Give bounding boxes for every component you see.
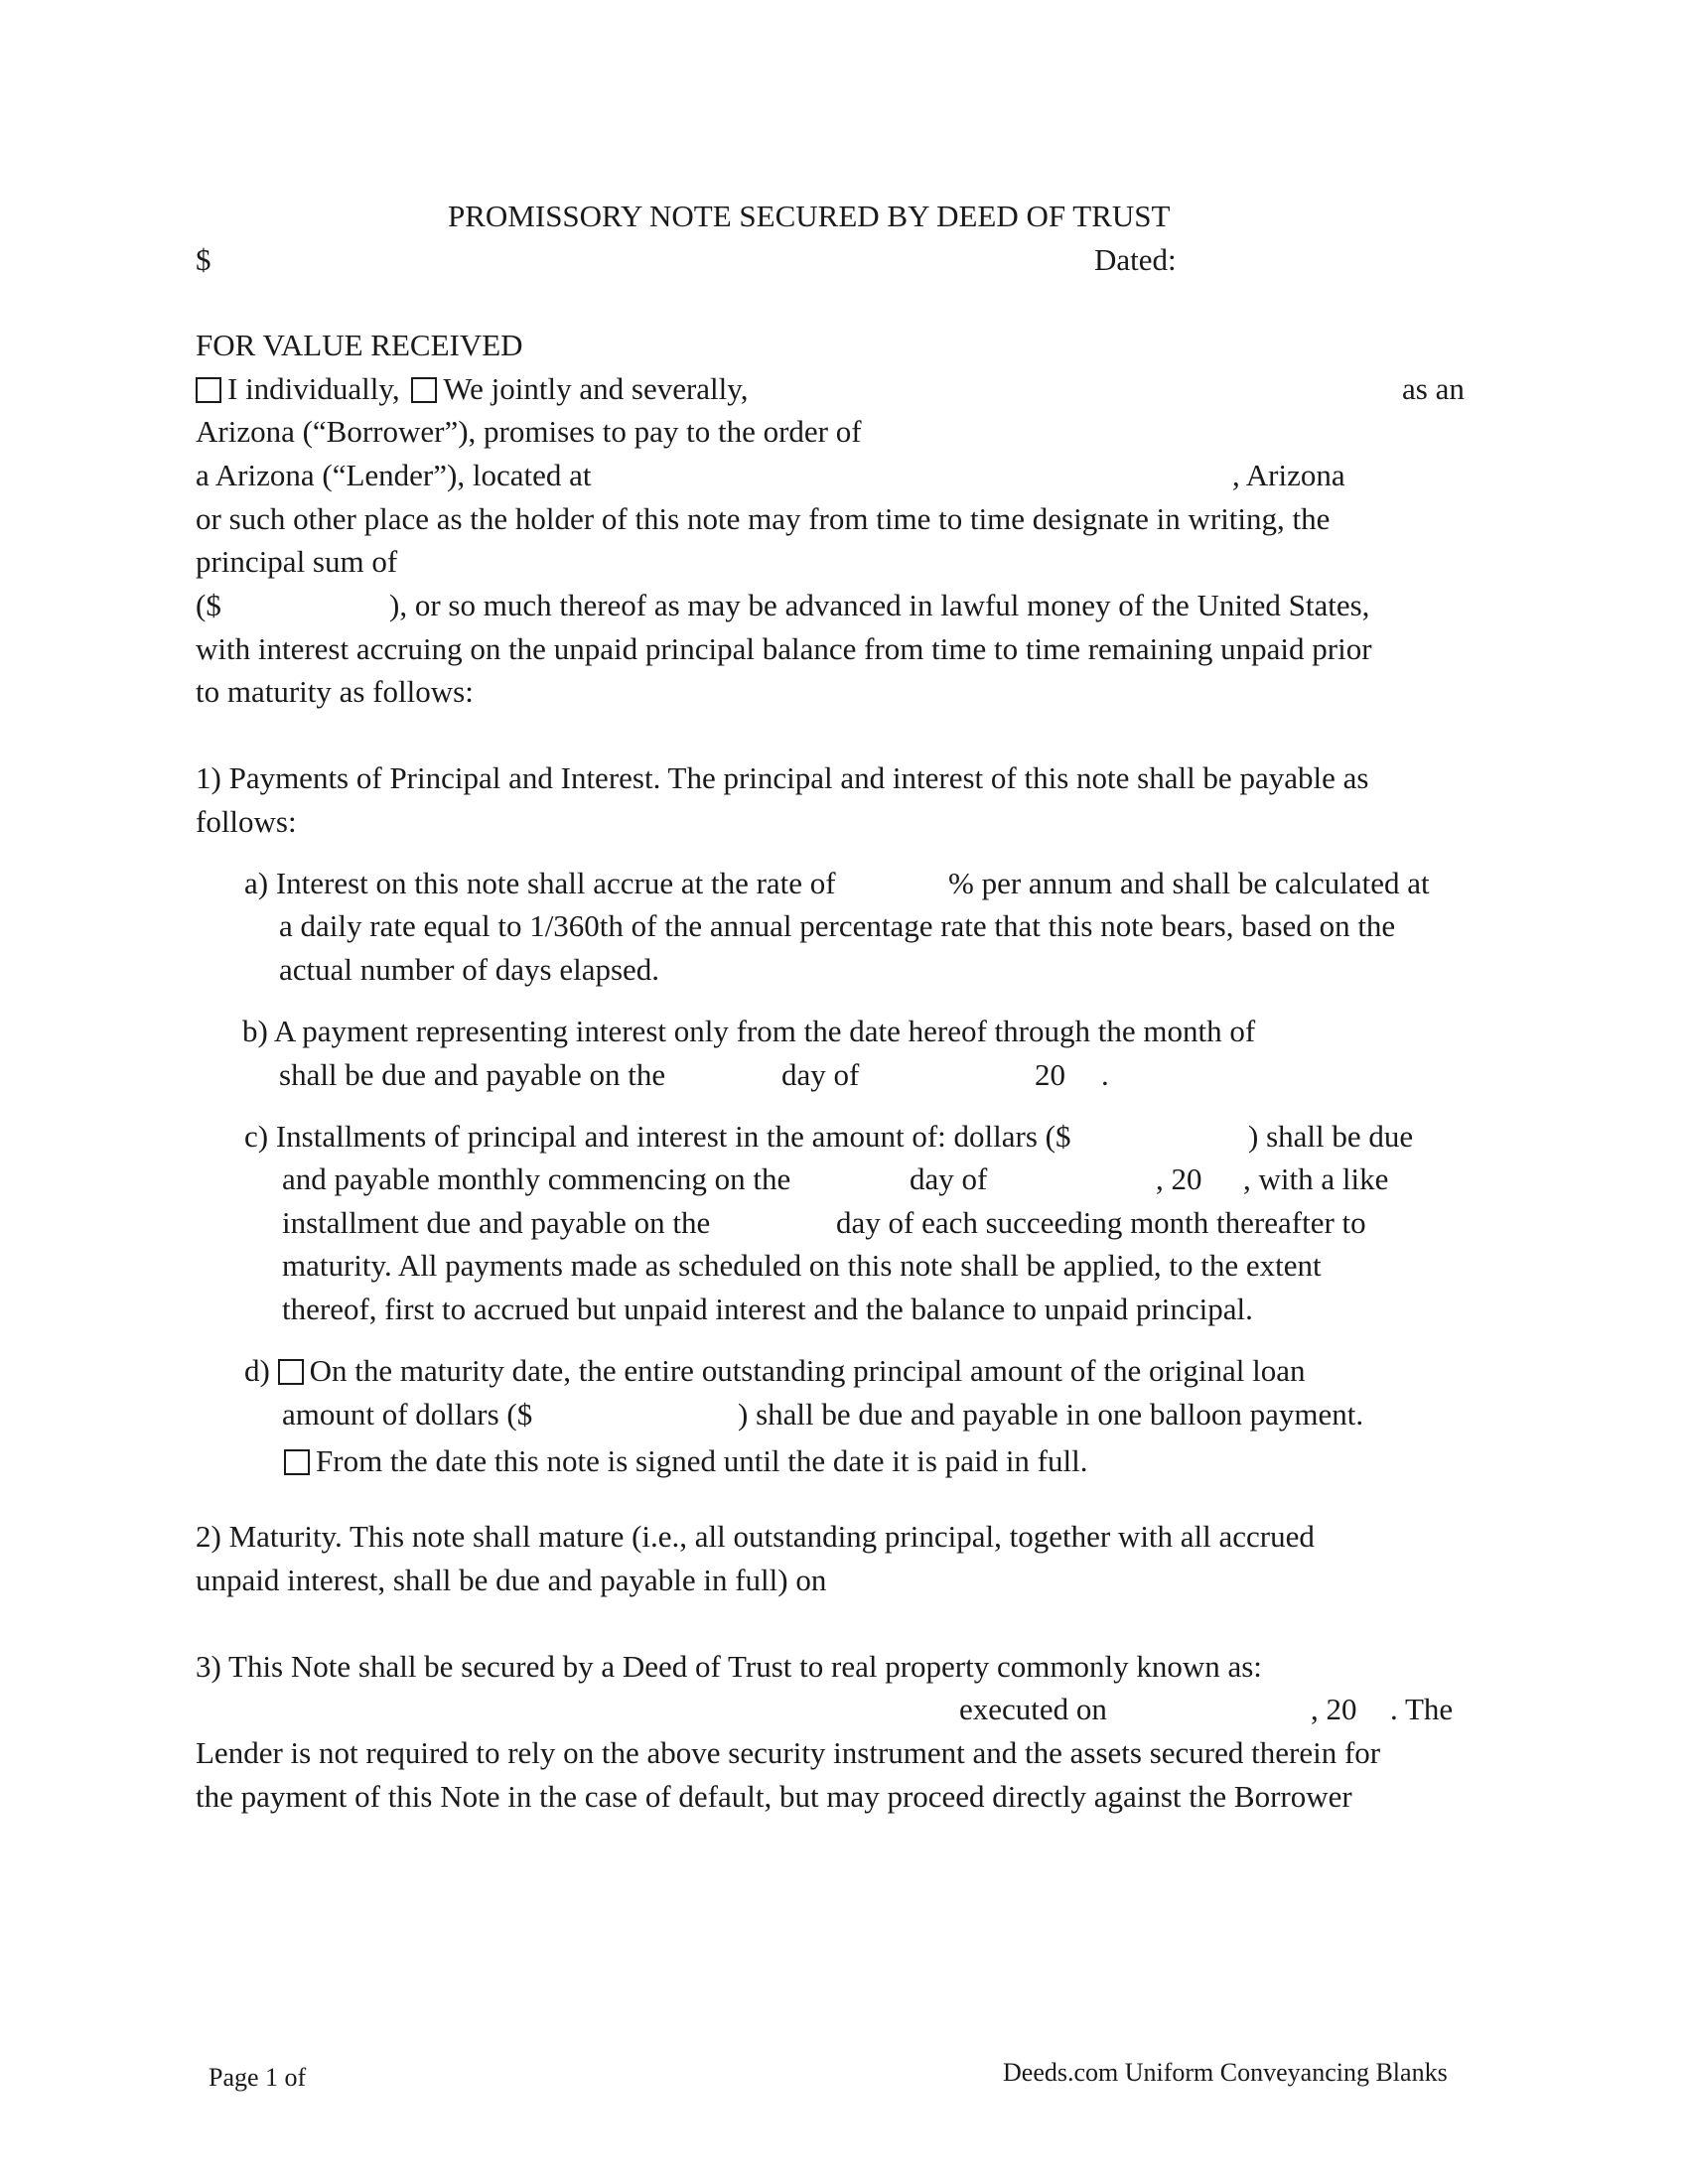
item-b-line2d: .: [1101, 1057, 1109, 1092]
item-c-line3a: installment due and payable on the: [282, 1205, 711, 1240]
item-c-line2c: , 20: [1156, 1161, 1202, 1196]
maturity-line: to maturity as follows:: [196, 674, 474, 709]
item-d-line1: [244, 1349, 1306, 1393]
item-c-line1-tail: ) shall be due: [1248, 1119, 1414, 1154]
section3-line1: 3) This Note shall be secured by a Deed of Trust to real property commonly known as:: [196, 1649, 1262, 1684]
for-value-received: FOR VALUE RECEIVED: [196, 328, 523, 362]
borrower-line: Arizona (“Borrower”), promises to pay to the order of: [196, 414, 862, 449]
section3-year: , 20: [1311, 1692, 1357, 1726]
section2-line1: 2) Maturity. This note shall mature (i.e., all outstanding principal, together with all accrued: [196, 1519, 1315, 1554]
interest-line: with interest accruing on the unpaid principal balance from time to time remaining unpaid prior: [196, 631, 1372, 666]
section3-line4: the payment of this Note in the case of default, but may proceed directly against the Borrower: [196, 1779, 1352, 1814]
section1-line1: 1) Payments of Principal and Interest. The principal and interest of this note shall be payable as: [196, 760, 1369, 795]
item-c-line2b: day of: [910, 1161, 988, 1196]
until-paid-checkbox[interactable]: [284, 1449, 310, 1475]
section3-line3: Lender is not required to rely on the above security instrument and the assets secured therein for: [196, 1735, 1381, 1770]
page-number: Page 1 of: [209, 2063, 307, 2092]
item-b-line2a: shall be due and payable on the: [279, 1057, 666, 1092]
joint-checkbox[interactable]: [411, 377, 437, 403]
section1-line2: follows:: [196, 804, 297, 839]
item-c-line2a: and payable monthly commencing on the: [282, 1161, 791, 1196]
lender-state: , Arizona: [1232, 458, 1345, 492]
section3-executed-on: executed on: [959, 1692, 1107, 1726]
item-c-line5: thereof, first to accrued but unpaid interest and the balance to unpaid principal.: [282, 1292, 1253, 1326]
joint-label: We jointly and severally,: [443, 371, 749, 406]
item-b-line2b: day of: [781, 1057, 860, 1092]
amount-prefix: $: [196, 242, 211, 277]
item-d-line2a: amount of dollars ($: [282, 1397, 533, 1432]
until-paid-label: From the date this note is signed until the date it is paid in full.: [316, 1443, 1088, 1478]
document-title: PROMISSORY NOTE SECURED BY DEED OF TRUST: [448, 199, 1171, 233]
item-d-line3: [284, 1439, 1087, 1483]
amount-open: ($: [196, 588, 221, 622]
item-d-label: d): [244, 1353, 270, 1388]
item-a-line3: actual number of days elapsed.: [279, 952, 660, 987]
as-an-label: as an: [1402, 371, 1465, 406]
item-c-line2d: , with a like: [1243, 1161, 1389, 1196]
place-line: or such other place as the holder of this note may from time to time designate in writing, the: [196, 501, 1331, 536]
item-b-line2c: 20: [1035, 1057, 1065, 1092]
item-b-line1: b) A payment representing interest only from the date hereof through the month of: [242, 1014, 1256, 1048]
item-c-line3b: day of each succeeding month thereafter to: [836, 1205, 1366, 1240]
balloon-checkbox[interactable]: [278, 1359, 304, 1385]
principal-line: principal sum of: [196, 544, 398, 579]
lender-line: a Arizona (“Lender”), located at: [196, 458, 592, 492]
individual-label: I individually,: [227, 371, 400, 406]
item-d-line2b: ) shall be due and payable in one balloon payment.: [738, 1397, 1364, 1432]
individual-checkbox[interactable]: [196, 377, 221, 403]
borrower-options-line: [196, 367, 749, 411]
dated-label: Dated:: [1094, 242, 1177, 277]
balloon-label: On the maturity date, the entire outstanding principal amount of the original loan: [309, 1353, 1306, 1388]
item-a-line2: a daily rate equal to 1/360th of the annual percentage rate that this note bears, based on the: [279, 908, 1396, 943]
item-a-line1-rate: % per annum and shall be calculated at: [948, 866, 1430, 900]
footer-brand: Deeds.com Uniform Conveyancing Blanks: [1003, 2058, 1448, 2087]
item-c-line4: maturity. All payments made as scheduled on this note shall be applied, to the extent: [282, 1248, 1322, 1283]
item-c-line1: c) Installments of principal and interest in the amount of: dollars ($: [244, 1119, 1071, 1154]
item-a-line1: a) Interest on this note shall accrue at the rate of: [244, 866, 836, 900]
section2-line2: unpaid interest, shall be due and payable in full) on: [196, 1563, 827, 1597]
amount-rest: ), or so much thereof as may be advanced in lawful money of the United States,: [389, 588, 1370, 622]
section3-the: . The: [1390, 1692, 1454, 1726]
